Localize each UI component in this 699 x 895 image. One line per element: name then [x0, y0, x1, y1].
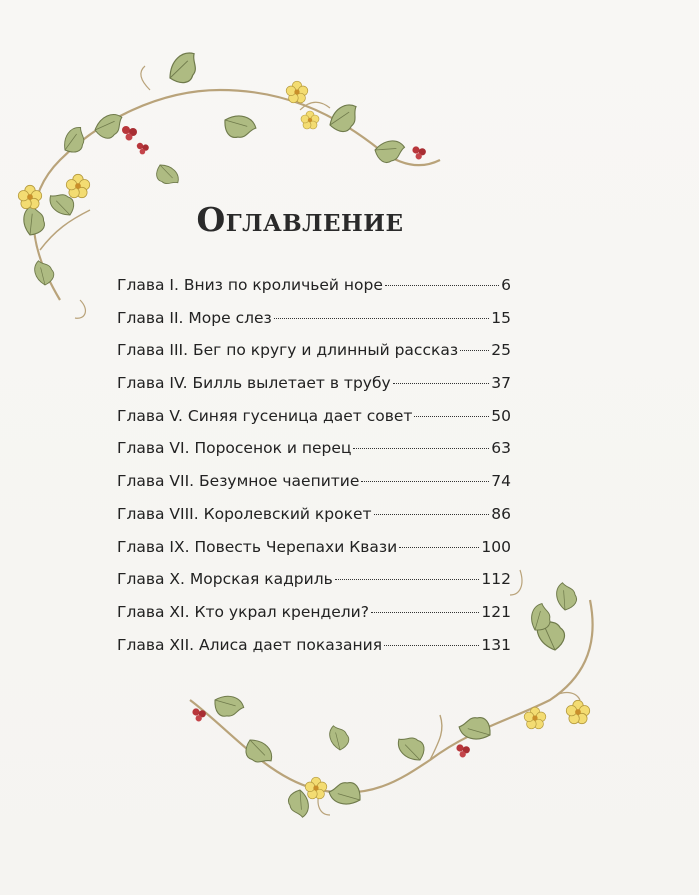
toc-entry[interactable] — [117, 538, 511, 571]
page-number: 86 — [491, 504, 511, 523]
dot-leader — [414, 416, 489, 417]
chapter-title: Глава VIII. Королевский крокет — [117, 504, 372, 523]
dot-leader — [353, 448, 489, 449]
chapter-title: Глава IV. Билль вылетает в трубу — [117, 374, 391, 393]
chapter-title: Глава IX. Повесть Черепахи Квази — [117, 537, 398, 556]
page-number: 121 — [481, 602, 511, 621]
table-of-contents — [117, 276, 511, 668]
dot-leader — [274, 318, 489, 319]
page-number: 50 — [491, 406, 511, 425]
page-number: 6 — [501, 276, 511, 294]
page-number: 63 — [491, 439, 511, 458]
toc-entry[interactable] — [117, 570, 511, 603]
toc-entry[interactable] — [117, 309, 511, 342]
dot-leader — [460, 350, 489, 351]
page-number: 74 — [491, 472, 511, 491]
page-number: 15 — [491, 308, 511, 327]
page-title: Оглавление — [196, 200, 404, 239]
chapter-title: Глава XI. Кто украл крендели? — [117, 602, 369, 621]
toc-entry[interactable] — [117, 636, 511, 669]
toc-entry[interactable] — [117, 407, 511, 440]
chapter-title: Глава II. Море слез — [117, 308, 272, 327]
toc-entry[interactable] — [117, 603, 511, 636]
chapter-title: Глава III. Бег по кругу и длинный рассказ — [117, 341, 459, 360]
dot-leader — [385, 285, 499, 286]
page-number: 100 — [481, 537, 511, 556]
page-number: 112 — [481, 570, 511, 589]
chapter-title: Глава VII. Безумное чаепитие — [117, 472, 360, 491]
dot-leader — [361, 481, 489, 482]
chapter-title: Глава V. Синяя гусеница дает совет — [117, 406, 413, 425]
toc-entry[interactable] — [117, 341, 511, 374]
page-number: 131 — [481, 635, 511, 654]
dot-leader — [374, 514, 490, 515]
chapter-title: Глава VI. Поросенок и перец — [117, 439, 352, 458]
dot-leader — [399, 547, 479, 548]
toc-entry[interactable] — [117, 472, 511, 505]
toc-entry[interactable] — [117, 374, 511, 407]
toc-entry[interactable] — [117, 505, 511, 538]
toc-entry[interactable] — [117, 276, 511, 309]
page-number: 37 — [491, 374, 511, 393]
dot-leader — [335, 579, 480, 580]
chapter-title: Глава I. Вниз по кроличьей норе — [117, 276, 383, 294]
chapter-title: Глава XII. Алиса дает показания — [117, 635, 383, 654]
chapter-title: Глава X. Морская кадриль — [117, 570, 333, 589]
toc-entry[interactable] — [117, 439, 511, 472]
dot-leader — [371, 612, 479, 613]
dot-leader — [393, 383, 490, 384]
page-number: 25 — [491, 341, 511, 360]
dot-leader — [384, 645, 479, 646]
